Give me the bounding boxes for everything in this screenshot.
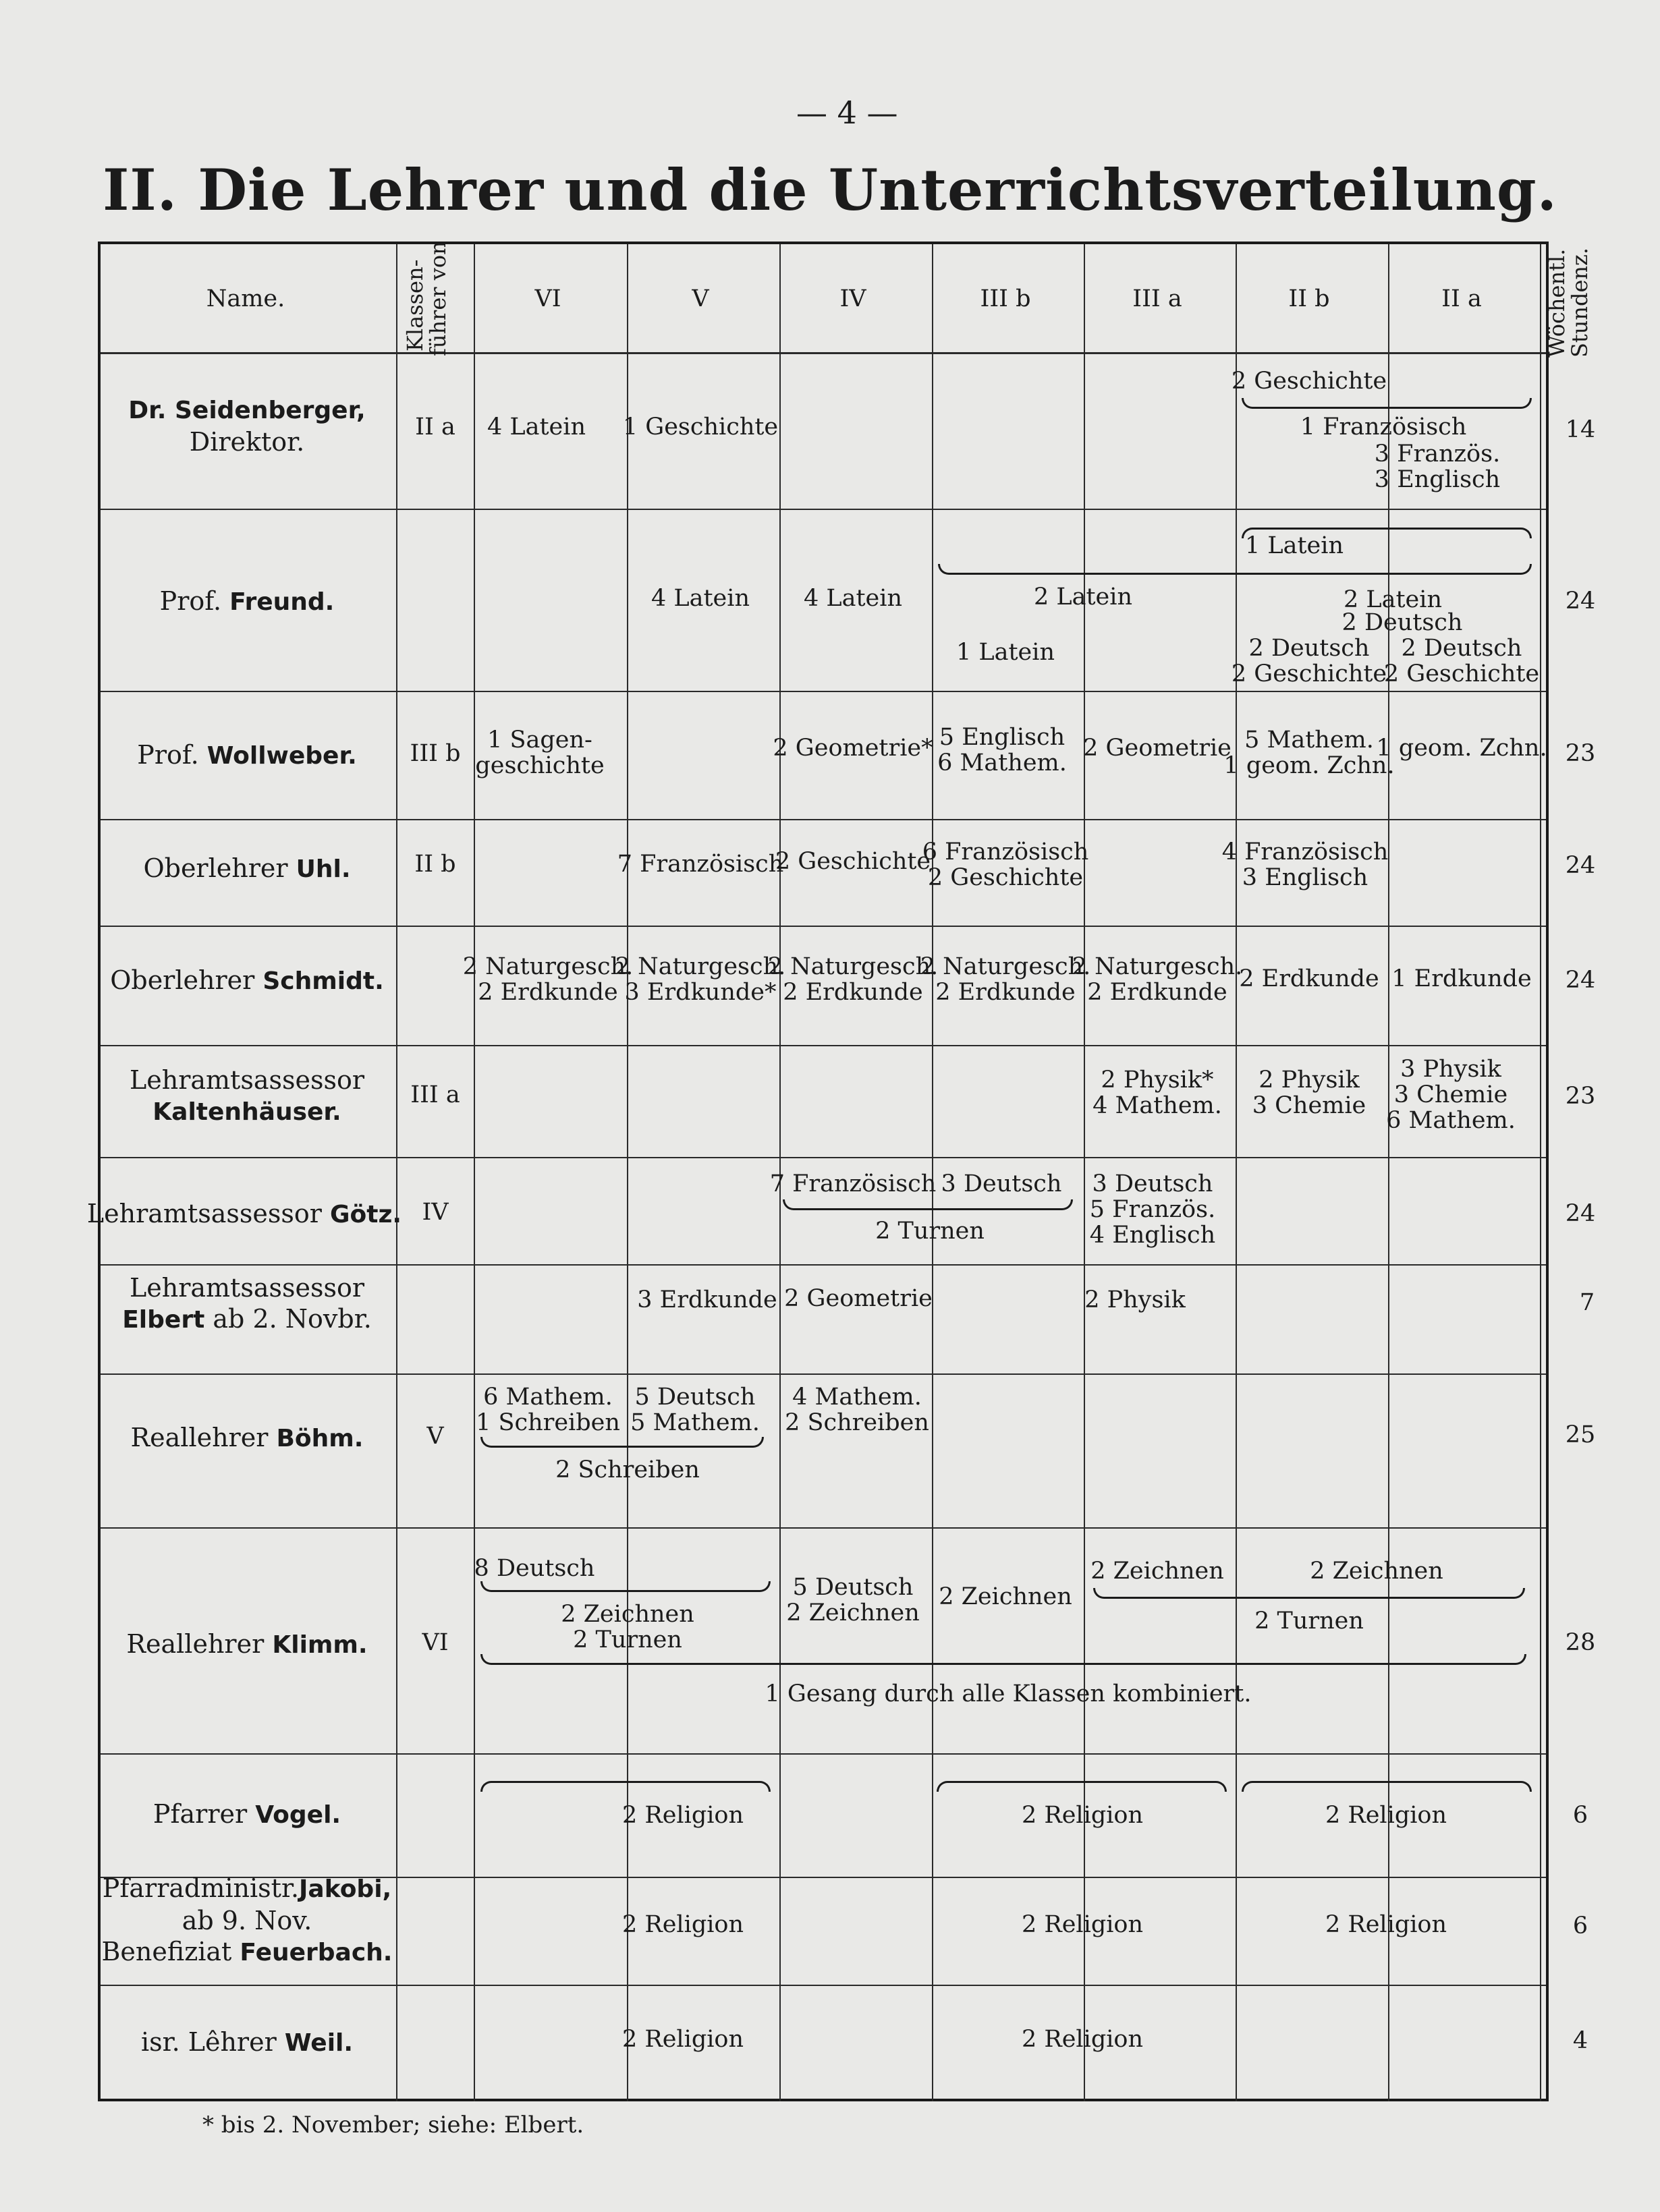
- row-boehm-name: Reallehrer Böhm.: [130, 1423, 364, 1452]
- header-col-iia: II a: [1441, 285, 1482, 312]
- cell: 3 Deutsch: [941, 1170, 1062, 1197]
- cell: 6 Mathem. 1 Schreiben: [476, 1384, 620, 1436]
- cell: 8 Deutsch: [474, 1555, 595, 1582]
- row-vogel-name: Pfarrer Vogel.: [153, 1799, 341, 1829]
- cell: 4 Französisch 3 Englisch: [1221, 839, 1389, 891]
- cell: 2 Geschichte: [775, 848, 931, 875]
- cell: 2 Zeichnen: [1090, 1558, 1224, 1585]
- bracket: [480, 1581, 771, 1592]
- cell: 1 Erdkunde: [1391, 965, 1532, 992]
- cell: 5 Mathem. 1 geom. Zchn.: [1223, 727, 1395, 779]
- cell: 2 Physik* 4 Mathem.: [1092, 1067, 1222, 1119]
- col-divider: [1540, 244, 1541, 2101]
- cell: 2 Physik: [1084, 1286, 1186, 1313]
- bracket: [937, 1781, 1227, 1792]
- cell: 2 Zeichnen 2 Turnen: [561, 1601, 694, 1653]
- row-kaltenhaeuser-name: Lehramtsassessor Kaltenhäuser.: [129, 1065, 365, 1126]
- cell: 5 Englisch 6 Mathem.: [937, 724, 1067, 776]
- cell: 1 Latein: [956, 639, 1055, 666]
- row-schmidt-name: Oberlehrer Schmidt.: [110, 965, 384, 995]
- cell: 2 Geometrie: [784, 1285, 933, 1312]
- row-wollweber-class: III b: [410, 740, 461, 767]
- cell: 2 Deutsch: [1341, 609, 1463, 636]
- cell: 2 Geometrie: [1083, 735, 1232, 762]
- row-divider: [101, 691, 1546, 692]
- cell: 1 geom. Zchn.: [1376, 735, 1547, 762]
- cell: 2 Erdkunde: [1239, 965, 1379, 992]
- col-divider: [474, 244, 475, 2101]
- bracket: [480, 1654, 1526, 1665]
- bracket: [1093, 1588, 1525, 1599]
- cell: 2 Religion: [1325, 1911, 1447, 1938]
- row-divider: [101, 1527, 1546, 1529]
- hours: 24: [1565, 588, 1596, 615]
- cell: 1 Sagen- geschichte: [475, 727, 605, 779]
- header-col-vi: VI: [534, 285, 561, 312]
- hours: 23: [1565, 740, 1596, 767]
- row-divider: [101, 1264, 1546, 1266]
- row-divider: [101, 1373, 1546, 1375]
- cell: 4 Mathem. 2 Schreiben: [785, 1384, 929, 1436]
- cell: 1 Latein: [1244, 532, 1344, 559]
- header-stunden: Wöchentl. Stundenz.: [1544, 247, 1593, 358]
- cell: 2 Naturgesch. 2 Erdkunde: [462, 953, 634, 1006]
- cell: 2 Naturgesch. 3 Erdkunde*: [615, 953, 786, 1006]
- hours: 24: [1565, 1200, 1596, 1227]
- col-divider: [396, 244, 397, 2101]
- hours: 6: [1572, 1802, 1588, 1829]
- cell: 2 Turnen: [1254, 1608, 1364, 1635]
- cell: 1 Französisch: [1300, 414, 1467, 441]
- hours: 7: [1579, 1289, 1595, 1316]
- cell: 2 Religion: [1021, 1802, 1144, 1829]
- cell: 2 Deutsch 2 Geschichte: [1231, 635, 1387, 687]
- header-klassen: Klassen- führer von: [402, 241, 451, 356]
- bracket: [1242, 398, 1532, 409]
- row-kaltenhaeuser-class: III a: [410, 1081, 460, 1108]
- cell: 3 Deutsch 5 Französ. 4 Englisch: [1089, 1170, 1216, 1249]
- header-col-iiia: III a: [1132, 285, 1182, 312]
- cell: 2 Naturgesch. 2 Erdkunde: [767, 953, 939, 1006]
- bracket: [1242, 1781, 1532, 1792]
- header-col-v: V: [692, 285, 709, 312]
- cell: 3 Französ. 3 Englisch: [1374, 441, 1501, 493]
- cell: 2 Latein: [1343, 586, 1443, 613]
- cell: 1 Geschichte: [622, 414, 779, 441]
- row-divider: [101, 509, 1546, 510]
- row-klimm-class: VI: [422, 1629, 449, 1656]
- cell: 5 Deutsch 2 Zeichnen: [786, 1574, 920, 1626]
- cell: 2 Religion: [621, 1911, 744, 1938]
- cell: 2 Religion: [621, 1802, 744, 1829]
- col-divider: [1236, 244, 1237, 2101]
- hours: 14: [1565, 416, 1596, 443]
- cell: 1 Gesang durch alle Klassen kombiniert.: [765, 1680, 1252, 1707]
- row-jakobi-name: Pfarradministr.Jakobi, ab 9. Nov. Benefiziat Feuerbach.: [101, 1873, 393, 1966]
- row-goetz-class: IV: [422, 1199, 449, 1226]
- header-name: Name.: [206, 285, 285, 312]
- header-col-iv: IV: [839, 285, 866, 312]
- row-elbert-name: Lehramtsassessor Elbert ab 2. Novbr.: [122, 1273, 372, 1334]
- row-divider: [101, 1753, 1546, 1755]
- row-divider: [101, 352, 1546, 354]
- row-weil-name: isr. Lêhrer Weil.: [140, 2027, 354, 2057]
- cell: 2 Latein: [1033, 584, 1133, 611]
- bracket: [938, 564, 1532, 575]
- cell: 2 Religion: [1325, 1802, 1447, 1829]
- bracket: [480, 1781, 771, 1792]
- cell: 2 Religion: [621, 2026, 744, 2053]
- cell: 2 Geometrie*: [773, 735, 933, 762]
- row-wollweber-name: Prof. Wollweber.: [137, 740, 357, 770]
- row-uhl-name: Oberlehrer Uhl.: [143, 853, 351, 883]
- cell: 3 Erdkunde: [637, 1286, 777, 1313]
- cell: 2 Naturgesch. 2 Erdkunde: [1072, 953, 1243, 1006]
- cell: 7 Französisch: [617, 851, 784, 878]
- hours: 23: [1565, 1083, 1596, 1110]
- cell: 4 Latein: [651, 585, 750, 612]
- hours: 4: [1572, 2027, 1588, 2054]
- hours: 28: [1565, 1629, 1596, 1656]
- cell: 3 Physik 3 Chemie 6 Mathem.: [1386, 1056, 1516, 1134]
- row-divider: [101, 1157, 1546, 1158]
- cell: 6 Französisch 2 Geschichte: [922, 839, 1089, 891]
- cell: 5 Deutsch 5 Mathem.: [630, 1384, 760, 1436]
- cell: 7 Französisch: [769, 1170, 937, 1197]
- row-divider: [101, 1985, 1546, 1986]
- cell: 2 Schreiben: [555, 1456, 700, 1483]
- hours: 25: [1565, 1421, 1596, 1448]
- row-goetz-name: Lehramtsassessor Götz.: [86, 1199, 402, 1228]
- row-freund-name: Prof. Freund.: [159, 586, 335, 616]
- cell: 2 Geschichte: [1231, 368, 1387, 395]
- bracket: [480, 1437, 764, 1448]
- cell: 2 Religion: [1021, 2026, 1144, 2053]
- cell: 2 Religion: [1021, 1911, 1144, 1938]
- page-number: — 4 —: [796, 94, 898, 131]
- cell: 2 Turnen: [875, 1218, 985, 1245]
- header-col-iiib: III b: [980, 285, 1031, 312]
- cell: 2 Naturgesch. 2 Erdkunde: [920, 953, 1091, 1006]
- bracket: [783, 1199, 1073, 1210]
- cell: 2 Deutsch 2 Geschichte: [1383, 635, 1540, 687]
- page-title: II. Die Lehrer und die Unterrichtsverteilung.: [103, 157, 1557, 223]
- footnote: * bis 2. November; siehe: Elbert.: [202, 2111, 584, 2138]
- hours: 6: [1572, 1912, 1588, 1939]
- row-uhl-class: II b: [414, 851, 456, 878]
- hours: 24: [1565, 852, 1596, 879]
- row-divider: [101, 819, 1546, 820]
- header-col-iib: II b: [1288, 285, 1330, 312]
- cell: 2 Zeichnen: [939, 1583, 1072, 1610]
- row-seidenberger-name: Dr. Seidenberger, Direktor.: [128, 397, 366, 457]
- row-boehm-class: V: [426, 1423, 444, 1450]
- cell: 4 Latein: [487, 414, 586, 441]
- row-klimm-name: Reallehrer Klimm.: [126, 1629, 368, 1659]
- hours: 24: [1565, 967, 1596, 994]
- row-seidenberger-class: II a: [415, 414, 455, 441]
- row-divider: [101, 926, 1546, 927]
- row-divider: [101, 1045, 1546, 1046]
- cell: 2 Physik 3 Chemie: [1252, 1067, 1366, 1119]
- cell: 4 Latein: [803, 585, 903, 612]
- cell: 2 Zeichnen: [1310, 1558, 1443, 1585]
